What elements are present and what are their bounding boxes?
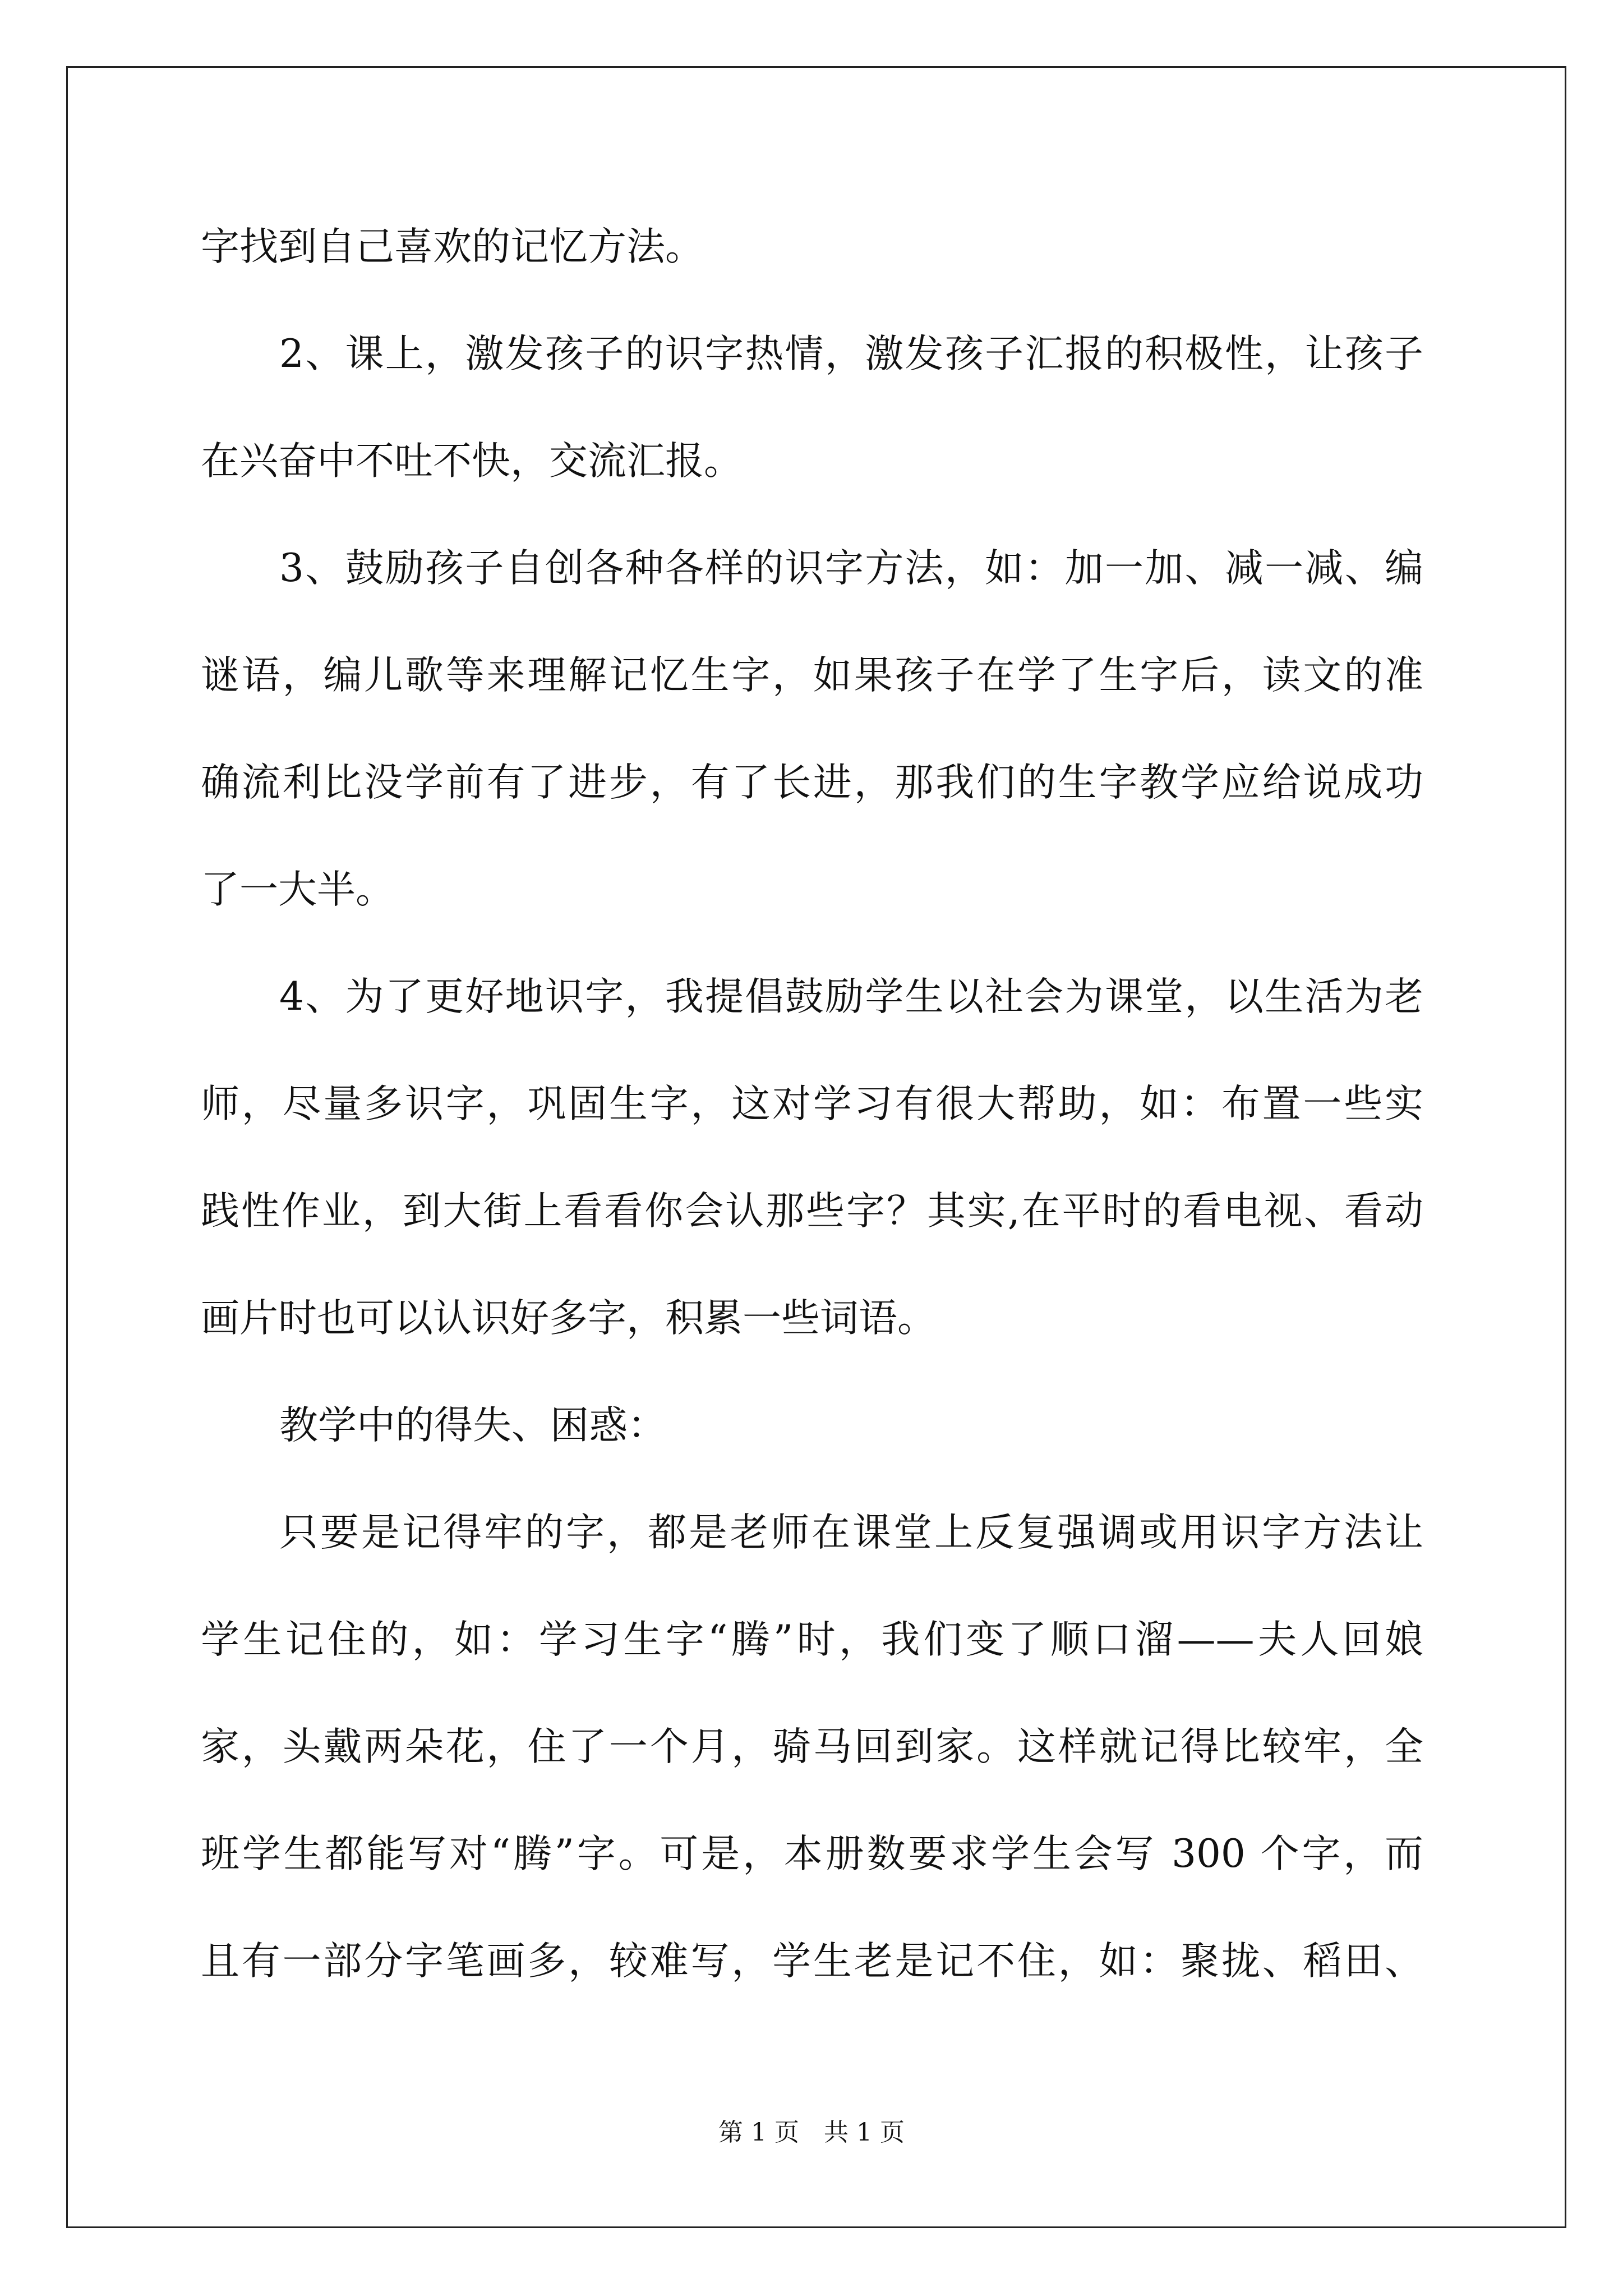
text-line: 3、鼓励孩子自创各种各样的识字方法，如：加一加、减一减、编 (279, 546, 1423, 591)
text-line: 家，头戴两朵花，住了一个月，骑马回到家。这样就记得比较牢，全 (201, 1724, 1423, 1769)
text-line: 在兴奋中不吐不快，交流汇报。 (201, 439, 743, 484)
text-line: 教学中的得失、困惑： (279, 1403, 666, 1448)
text-line: 师，尽量多识字，巩固生字，这对学习有很大帮助，如：布置一些实 (201, 1082, 1423, 1126)
page-number-footer: 第 1 页 共 1 页 (718, 2118, 905, 2147)
text-line: 践性作业，到大街上看看你会认那些字？其实,在平时的看电视、看动 (201, 1189, 1423, 1234)
text-line: 字找到自己喜欢的记忆方法。 (201, 224, 704, 269)
text-line: 画片时也可以认识好多字，积累一些词语。 (201, 1296, 936, 1341)
text-line: 确流利比没学前有了进步，有了长进，那我们的生字教学应给说成功 (201, 760, 1423, 805)
text-line: 班学生都能写对“腾”字。可是，本册数要求学生会写 300 个字，而 (201, 1832, 1423, 1876)
text-line: 只要是记得牢的字，都是老师在课堂上反复强调或用识字方法让 (279, 1510, 1423, 1555)
text-line: 谜语，编儿歌等来理解记忆生字，如果孩子在学了生字后，读文的准 (201, 653, 1423, 698)
text-line: 4、为了更好地识字，我提倡鼓励学生以社会为课堂，以生活为老 (279, 974, 1423, 1019)
text-line: 学生记住的，如：学习生字“腾”时，我们变了顺口溜——夫人回娘 (201, 1617, 1423, 1662)
page-border (66, 66, 1566, 2228)
text-line: 2、课上，激发孩子的识字热情，激发孩子汇报的积极性，让孩子 (279, 332, 1423, 376)
text-line: 了一大半。 (201, 867, 394, 912)
text-line: 且有一部分字笔画多，较难写，学生老是记不住，如：聚拢、稻田、 (201, 1939, 1423, 1984)
